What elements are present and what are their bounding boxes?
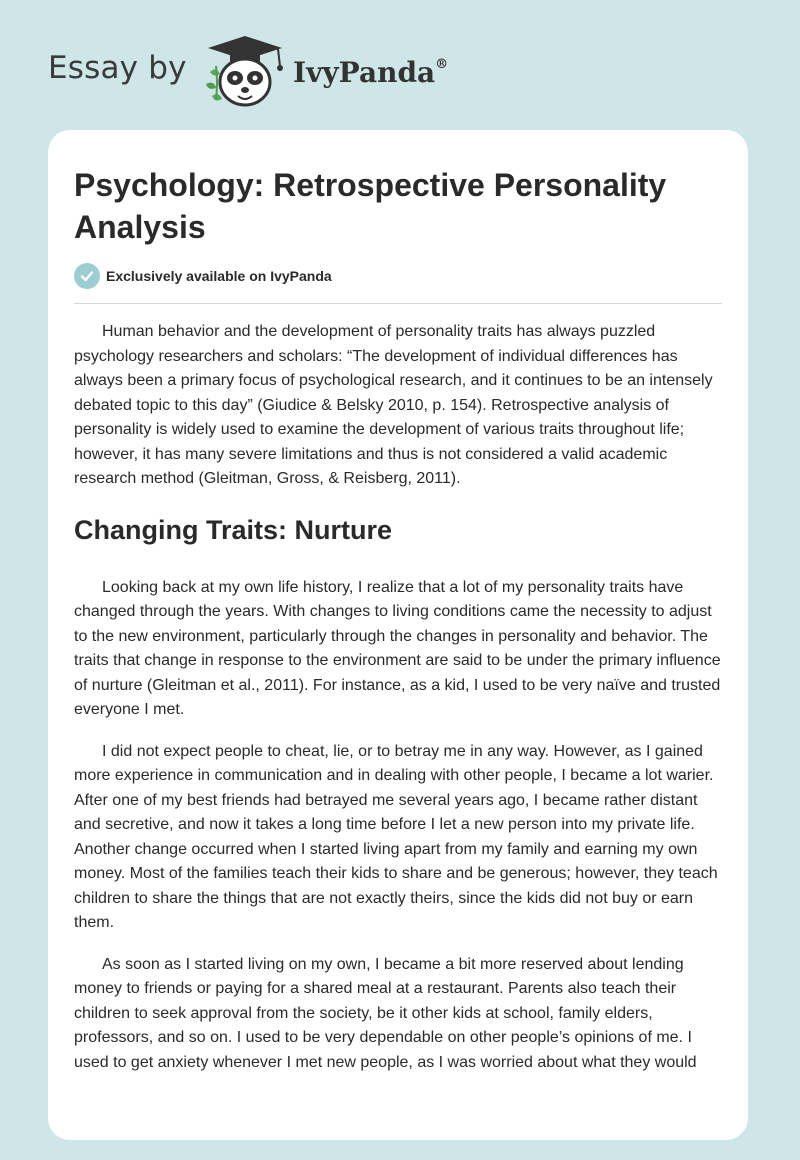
essay-body	[74, 320, 724, 1092]
essay-card	[48, 130, 748, 1140]
section-heading: Changing Traits: Nurture	[74, 514, 393, 545]
section-paragraph: I did not expect people to cheat, lie, or to betray me in any way. However, as I gained more experience in communication and in dealing with other people, I became a lot warier. After one of my best friends had betrayed me several years ago, I became rather distant and secretive, and now it takes a long time before I let a new person into my private life. Another change occurred when I started living apart from my family and earning my own money. Most of the families teach their kids to share and be generous; however, they teach children to share the things that are not exactly theirs, since the kids did not buy or earn them.	[74, 742, 718, 931]
intro-paragraph: Human behavior and the development of personality traits has always puzzled psychology researchers and scholars: “The development of individual differences has always been a primary focus of psychological research, and it continues to be an intensely debated topic to this day” (Giudice & Belsky 2010, p. 154). Retrospective analysis of personality is widely used to examine the development of various traits throughout life; however, it has many severe limitations and thus is not considered a valid academic research method (Gleitman, Gross, & Reisberg, 2011).	[74, 323, 713, 487]
registered-mark: ®	[435, 56, 449, 72]
divider	[74, 303, 722, 304]
brand-name[interactable]	[293, 56, 448, 89]
panda-graduate-logo-icon[interactable]	[200, 32, 290, 112]
exclusive-badge	[74, 263, 332, 289]
essay-by-label: Essay by	[48, 50, 187, 86]
section-paragraph: Looking back at my own life history, I realize that a lot of my personality traits have changed through the years. With changes to living conditions came the necessity to adjust to the new environment, particularly through the changes in personality and behavior. The traits that change in response to the environment are said to be under the primary influence of nurture (Gleitman et al., 2011). For instance, as a kid, I used to be very naïve and trusted everyone I met.	[74, 578, 721, 718]
section-paragraph: As soon as I started living on my own, I became a bit more reserved about lending money to friends or paying for a shared meal at a restaurant. Parents also teach their children to seek approval from the society, be it other kids at school, family elders, professors, and so on. I used to be very dependable on other people’s opinions of me. I used to get anxiety whenever I met new people, as I was worried about what they would	[74, 955, 697, 1071]
check-icon	[74, 263, 100, 289]
exclusive-label: Exclusively available on IvyPanda	[106, 268, 332, 284]
brand-label: IvyPanda	[293, 56, 436, 89]
site-header	[0, 0, 800, 130]
page-title: Psychology: Retrospective Personality Analysis	[74, 167, 667, 245]
